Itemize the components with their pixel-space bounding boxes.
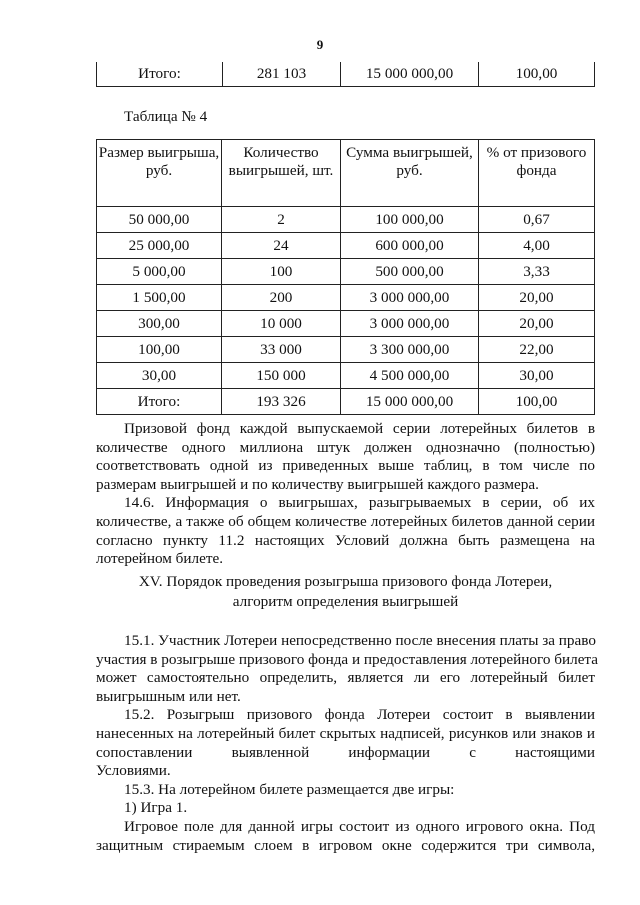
text-line: согласно пункту 11.2 настоящих Условий должна быть размещена на <box>96 531 595 549</box>
table-cell: 150 000 <box>222 363 341 389</box>
table-cell: 193 326 <box>222 389 341 415</box>
table-cell: 4,00 <box>479 233 595 259</box>
text-line: Условиями. <box>96 762 171 780</box>
text-block-section-15 <box>96 632 598 855</box>
table-cell: 100 000,00 <box>341 207 479 233</box>
table-cell: 1 500,00 <box>97 285 222 311</box>
table-cell: 500 000,00 <box>341 259 479 285</box>
table-row <box>97 207 595 233</box>
text-line: сопоставлении выявленной информации с настоящими <box>96 743 595 761</box>
table-cell: 2 <box>222 207 341 233</box>
table-header-row <box>97 140 595 207</box>
heading-line: XV. Порядок проведения розыгрыша призового фонда Лотереи, <box>138 573 553 590</box>
table-cell: 24 <box>222 233 341 259</box>
table-3-total-row <box>96 62 595 87</box>
table-cell: 281 103 <box>223 62 341 87</box>
text-line: лотерейном билете. <box>96 550 224 568</box>
table-cell: 20,00 <box>479 311 595 337</box>
table-cell: 30,00 <box>479 363 595 389</box>
text-line: Игровое поле для данной игры состоит из одного игрового окна. Под <box>124 817 595 835</box>
text-line: количестве, а также об общем количестве лотерейных билетов данной серии <box>96 512 595 530</box>
column-header: Размер выигрыша, руб. <box>97 140 222 207</box>
table-cell: 10 000 <box>222 311 341 337</box>
table-cell: 15 000 000,00 <box>341 389 479 415</box>
text-line: участия в розыгрыше призового фонда и предоставления лотерейного билета <box>96 650 598 668</box>
table-cell: 30,00 <box>97 363 222 389</box>
table-cell: Итого: <box>97 389 222 415</box>
table-row <box>97 363 595 389</box>
column-header: Сумма выигрышей, руб. <box>341 140 479 207</box>
text-line: защитным стираемым слоем в игровом окне содержится три символа, <box>96 836 595 854</box>
table-cell: Итого: <box>97 62 223 87</box>
table-cell: 20,00 <box>479 285 595 311</box>
text-line: может самостоятельно определить, является ли его лотерейный билет <box>96 669 595 687</box>
table-cell: 300,00 <box>97 311 222 337</box>
table-cell: 0,67 <box>479 207 595 233</box>
table-cell: 33 000 <box>222 337 341 363</box>
text-line: 1) Игра 1. <box>124 799 188 817</box>
table-cell: 5 000,00 <box>97 259 222 285</box>
table-cell: 50 000,00 <box>97 207 222 233</box>
table-cell: 25 000,00 <box>97 233 222 259</box>
text-line: выигрышным или нет. <box>96 687 241 705</box>
table-cell: 100,00 <box>479 62 595 87</box>
table-cell: 100 <box>222 259 341 285</box>
table-cell: 3 000 000,00 <box>341 285 479 311</box>
table-cell: 200 <box>222 285 341 311</box>
column-header: Количество выигрышей, шт. <box>222 140 341 207</box>
table-cell: 100,00 <box>97 337 222 363</box>
table-row <box>97 62 595 87</box>
text-line: размерам выигрышей и по количеству выигрышей каждого размера. <box>96 475 539 493</box>
table-row <box>97 233 595 259</box>
text-line: Призовой фонд каждой выпускаемой серии лотерейных билетов в <box>124 420 595 437</box>
table-cell: 3 000 000,00 <box>341 311 479 337</box>
text-line: 15.2. Розыгрыш призового фонда Лотереи состоит в выявлении <box>124 706 595 724</box>
text-line: количестве одного миллиона штук должен однозначно (полностью) <box>96 438 595 456</box>
table-cell: 100,00 <box>479 389 595 415</box>
text-line: соответствовать одной из приведенных выше таблиц, в том числе по <box>96 457 595 475</box>
text-line: нанесенных на лотерейный билет скрытых надписей, рисунков или знаков и <box>96 724 595 742</box>
table-cell: 3,33 <box>479 259 595 285</box>
table-cell: 22,00 <box>479 337 595 363</box>
text-line: 15.3. На лотерейном билете размещается две игры: <box>124 780 455 798</box>
text-block-prize-fund <box>96 420 595 569</box>
table-cell: 4 500 000,00 <box>341 363 479 389</box>
table-row <box>97 285 595 311</box>
table-row <box>97 311 595 337</box>
table-row <box>97 389 595 415</box>
column-header: % от призового фонда <box>479 140 595 207</box>
table-row <box>97 337 595 363</box>
table-4 <box>96 139 595 415</box>
table-row <box>97 259 595 285</box>
table-cell: 3 300 000,00 <box>341 337 479 363</box>
table-cell: 600 000,00 <box>341 233 479 259</box>
text-line: 14.6. Информация о выигрышах, разыгрываемых в серии, об их <box>124 494 595 512</box>
page-number: 9 <box>316 37 324 52</box>
section-heading <box>96 572 595 612</box>
heading-line: алгоритм определения выигрышей <box>232 593 459 610</box>
table-cell: 15 000 000,00 <box>341 62 479 87</box>
text-line: 15.1. Участник Лотереи непосредственно после внесения платы за право <box>124 632 596 649</box>
table-caption: Таблица № 4 <box>124 108 208 125</box>
